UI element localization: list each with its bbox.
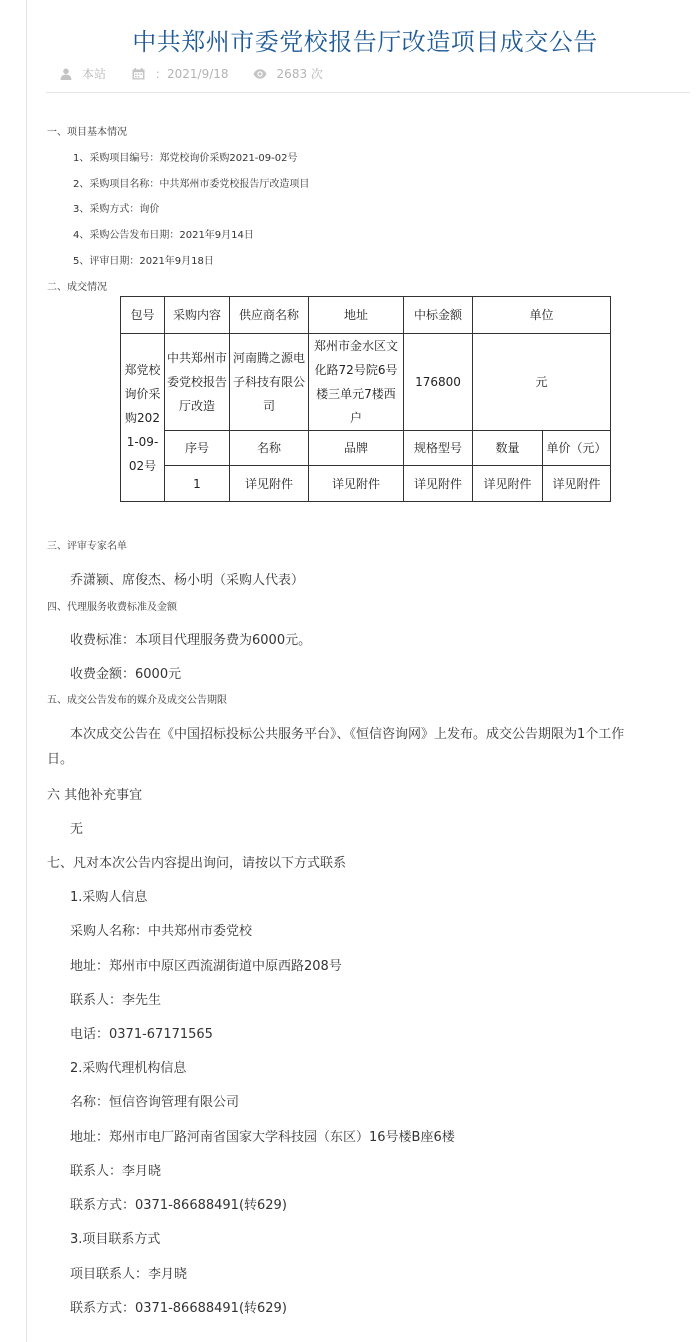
section-2-heading: 二、成交情况 (47, 282, 107, 293)
table-subheader-row (121, 431, 611, 466)
meta-date-text: ：2021/9/18 (155, 67, 229, 81)
section-4-line: 收费标准：本项目代理服务费为6000元。 (70, 633, 312, 648)
section-7-item: 1.采购人信息 (70, 890, 148, 905)
table-header-cell: 供应商名称 (230, 297, 309, 334)
table-cell-package: 郑党校询价采购2021-09-02号 (121, 334, 165, 502)
table-cell: 详见附件 (309, 466, 404, 502)
table-cell-content: 中共郑州市委党校报告厅改造 (165, 334, 230, 431)
meta-date (132, 65, 229, 82)
meta-author (60, 65, 106, 82)
table-header-cell: 包号 (121, 297, 165, 334)
table-cell-amount: 176800 (404, 334, 473, 431)
article-meta (60, 65, 349, 82)
table-cell: 详见附件 (230, 466, 309, 502)
table-subheader-cell: 单价（元） (543, 431, 611, 466)
section-7-item: 联系人：李先生 (70, 993, 162, 1008)
meta-divider (46, 92, 690, 93)
section-1-heading: 一、项目基本情况 (47, 127, 127, 138)
section-4-line: 收费金额：6000元 (70, 667, 182, 682)
deal-table (120, 296, 611, 502)
table-subheader-cell: 名称 (230, 431, 309, 466)
page-left-border (26, 0, 27, 1342)
section-7-item: 联系方式：0371-86688491(转629) (70, 1198, 287, 1213)
section-7-item: 采购人名称：中共郑州市委党校 (70, 924, 253, 939)
section-7-item: 2.采购代理机构信息 (70, 1061, 187, 1076)
meta-views-text: 2683 次 (276, 67, 323, 81)
table-row (121, 334, 611, 431)
table-header-cell: 中标金额 (404, 297, 473, 334)
article-title: 中共郑州市委党校报告厅改造项目成交公告 (132, 28, 598, 56)
table-header-cell: 采购内容 (165, 297, 230, 334)
table-subheader-cell: 序号 (165, 431, 230, 466)
table-subheader-cell: 规格型号 (404, 431, 473, 466)
section-1-item: 1、采购项目编号：郑党校询价采购2021-09-02号 (73, 153, 298, 164)
section-1-item: 3、采购方式：询价 (73, 204, 160, 215)
section-6-body: 无 (70, 822, 84, 837)
calendar-icon (132, 68, 145, 80)
user-icon (60, 68, 72, 80)
section-4-heading: 四、代理服务收费标准及金额 (47, 602, 177, 613)
eye-icon (253, 69, 267, 79)
section-3-body: 乔潇颍、席俊杰、杨小明（采购人代表） (70, 573, 305, 588)
table-cell-address: 郑州市金水区文化路72号院6号楼三单元7楼西户 (309, 334, 404, 431)
table-subheader-cell: 数量 (473, 431, 543, 466)
table-row (121, 466, 611, 502)
table-subheader-cell: 品牌 (309, 431, 404, 466)
section-3-heading: 三、评审专家名单 (47, 541, 127, 552)
section-1-item: 2、采购项目名称：中共郑州市委党校报告厅改造项目 (73, 179, 310, 190)
section-5-line: 日。 (47, 752, 74, 767)
table-cell-unit: 元 (473, 334, 611, 431)
section-7-item: 联系人：李月晓 (70, 1164, 162, 1179)
section-7-item: 电话：0371-67171565 (70, 1027, 213, 1042)
section-7-item: 联系方式：0371-86688491(转629) (70, 1301, 287, 1316)
table-header-cell: 单位 (473, 297, 611, 334)
section-7-item: 地址：郑州市中原区西流湖街道中原西路208号 (70, 959, 342, 974)
table-cell-supplier: 河南腾之源电子科技有限公司 (230, 334, 309, 431)
section-1-item: 4、采购公告发布日期：2021年9月14日 (73, 230, 254, 241)
table-cell: 1 (165, 466, 230, 502)
table-cell: 详见附件 (543, 466, 611, 502)
section-5-line: 本次成交公告在《中国招标投标公共服务平台》、《恒信咨询网》上发布。成交公告期限为1个工作 (70, 727, 625, 742)
table-cell: 详见附件 (404, 466, 473, 502)
section-1-item: 5、评审日期：2021年9月18日 (73, 256, 214, 267)
section-7-heading: 七、凡对本次公告内容提出询问，请按以下方式联系 (47, 856, 347, 871)
meta-views (253, 65, 323, 82)
section-7-item: 名称：恒信咨询管理有限公司 (70, 1095, 240, 1110)
section-7-item: 3.项目联系方式 (70, 1232, 161, 1247)
table-cell: 详见附件 (473, 466, 543, 502)
table-header-cell: 地址 (309, 297, 404, 334)
section-7-item: 地址：郑州市电厂路河南省国家大学科技园（东区）16号楼B座6楼 (70, 1130, 455, 1145)
meta-author-text: 本站 (82, 67, 107, 81)
section-5-heading: 五、成交公告发布的媒介及成交公告期限 (47, 695, 227, 706)
table-header-row (121, 297, 611, 334)
section-6-heading: 六 其他补充事宜 (47, 788, 143, 803)
section-7-item: 项目联系人：李月晓 (70, 1267, 188, 1282)
